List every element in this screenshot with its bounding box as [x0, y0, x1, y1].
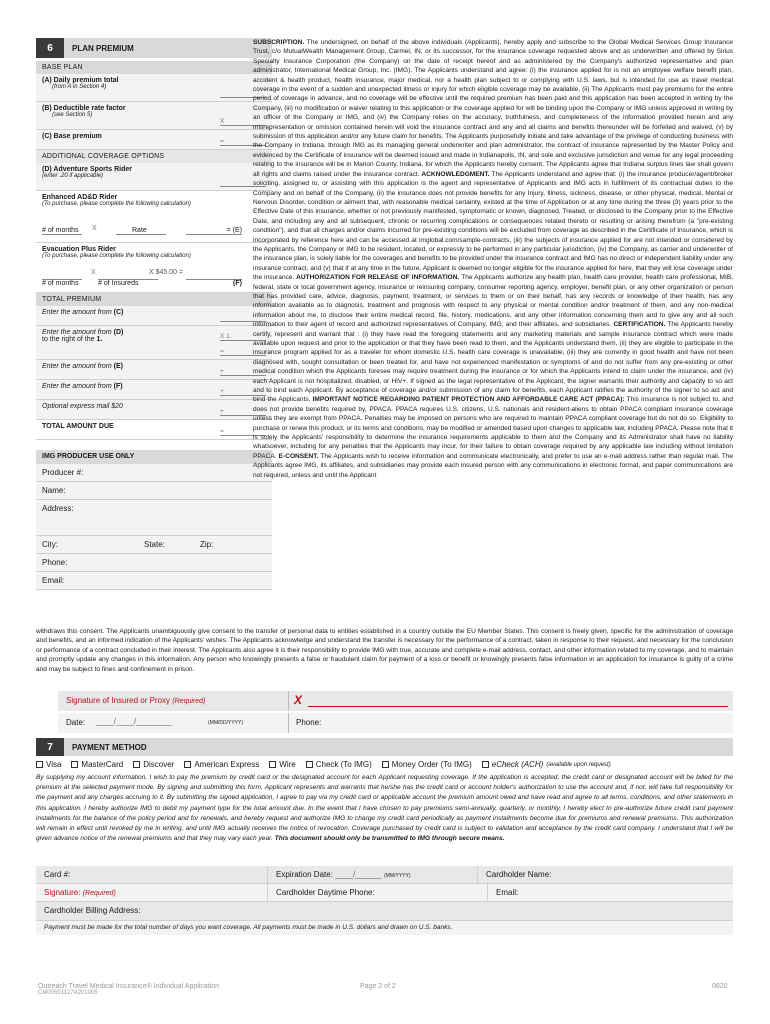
- expiration-field[interactable]: [268, 866, 478, 883]
- card-email-label: Email:: [496, 888, 519, 897]
- amex-label: American Express: [194, 760, 260, 769]
- total-e-code: (E): [113, 363, 123, 370]
- additional-coverage-band: ADDITIONAL COVERAGE OPTIONS: [36, 150, 272, 163]
- total-d-mult-field[interactable]: X 1.: [220, 333, 266, 341]
- adad-rider-label: Enhanced AD&D Rider: [42, 194, 118, 201]
- card-signature-required: (Required): [82, 890, 116, 897]
- producer-number-field[interactable]: [36, 464, 272, 482]
- deductible-sub: (see Section 5): [52, 112, 93, 118]
- producer-city-label[interactable]: City:: [42, 540, 58, 549]
- consent-continuation: withdraws this consent. The Applicants unambiguously give consent to the transfer of personal data to entities established in a country outside the EU Member States. This consent is freely given, specific for the administration of coverage and benefits, and an informed indication of the Applicants' wishes. The Applicants acknowledge and understand the transfer is necessary for the performance of a contract, taken in response to their request, and necessary for the conclusion or performance of a contract concluded in their interest. The Applicants also agree it is their responsibility to provide IMG with true, accurate and complete e-mail address, contact, and other information related to my coverage, and to maintain and promptly update any changes in this information. Any person who knowingly presents a false or fraudulent claim for payment of a loss or benefit or knowingly presents false information in an application for insurance is guilty of a crime and may be subject to fines and confinement in prison.: [36, 628, 733, 673]
- total-d-code: (D): [113, 329, 124, 336]
- producer-email-field[interactable]: [36, 572, 272, 590]
- section-number-7: 7: [36, 738, 64, 756]
- evac-insureds-field[interactable]: [98, 279, 158, 287]
- card-row-1: [36, 866, 733, 884]
- date-format: (MM/DD/YYYY): [208, 720, 243, 726]
- producer-email-label: Email:: [42, 576, 65, 585]
- signature-label: [66, 696, 205, 705]
- checkbox-icon[interactable]: [306, 761, 313, 768]
- daily-premium-label: (A) Daily premium total: [42, 77, 119, 84]
- base-premium-label: (C) Base premium: [42, 133, 102, 140]
- checkbox-icon[interactable]: [184, 761, 191, 768]
- cardholder-name-label: Cardholder Name:: [486, 870, 552, 879]
- signature-divider: [288, 691, 289, 711]
- ppaca-heading: IMPORTANT NOTICE REGARDING PATIENT PROTECTION AND AFFORDABLE CARE ACT (PPACA):: [310, 396, 625, 404]
- total-e-field[interactable]: +: [220, 368, 266, 376]
- deductible-field[interactable]: X: [220, 118, 266, 126]
- cardholder-name-field[interactable]: [478, 866, 733, 883]
- evac-months-label: # of months: [42, 280, 79, 287]
- checkbox-icon[interactable]: [36, 761, 43, 768]
- billing-address-label: Cardholder Billing Address:: [44, 906, 141, 915]
- card-row-2: [36, 884, 733, 902]
- echeck-label: eCheck (ACH): [491, 760, 544, 769]
- evac-x: X: [91, 269, 96, 276]
- deductible-label: (B) Deductible rate factor: [42, 105, 126, 112]
- subscription-text: [253, 38, 733, 480]
- footer-left: [38, 983, 219, 996]
- total-d-one: 1.: [96, 336, 103, 343]
- money-order-option[interactable]: [382, 760, 472, 769]
- certification-heading: CERTIFICATION.: [611, 321, 666, 329]
- base-plan-band: BASE PLAN: [36, 61, 272, 74]
- checkbox-icon[interactable]: [382, 761, 389, 768]
- daytime-phone-label: Cardholder Daytime Phone:: [276, 888, 375, 897]
- date-label: Date:: [66, 718, 86, 727]
- checkbox-icon[interactable]: [71, 761, 78, 768]
- money-order-label: Money Order (To IMG): [391, 760, 472, 769]
- producer-number-label: Producer #:: [42, 468, 84, 477]
- adventure-rider-sub: (enter .20 if applicable): [42, 173, 104, 179]
- signature-label-text: Signature of Insured or Proxy: [66, 696, 171, 705]
- daily-premium-sub: (from A in Section 4): [52, 84, 107, 90]
- evac-rider-sub: (To purchase, please complete the following calculation): [42, 253, 191, 259]
- total-f-field[interactable]: +: [220, 388, 266, 396]
- section-7-header: [36, 738, 733, 756]
- adad-result-label: = (E): [226, 227, 242, 234]
- wire-label: Wire: [279, 760, 296, 769]
- payment-method-title: PAYMENT METHOD: [72, 742, 147, 752]
- evac-months-field[interactable]: [42, 279, 82, 287]
- visa-option[interactable]: [36, 760, 61, 769]
- producer-state-label[interactable]: State:: [144, 540, 165, 549]
- producer-name-field[interactable]: [36, 482, 272, 500]
- card-email-field[interactable]: [488, 884, 733, 901]
- date-field[interactable]: ____/____/________: [96, 717, 172, 726]
- producer-name-label: Name:: [42, 486, 66, 495]
- footer-title: Outreach Travel Medical Insurance® Individual Application: [38, 983, 220, 990]
- expiration-slots: ____/______: [335, 870, 382, 879]
- phone-field[interactable]: Phone:: [296, 718, 322, 727]
- total-c-code: (C): [113, 309, 124, 316]
- expiration-format: (MM/YYYY): [384, 873, 411, 879]
- date-row: [58, 713, 733, 733]
- total-due-label: TOTAL AMOUNT DUE: [42, 423, 114, 430]
- producer-address-label: Address:: [42, 504, 74, 513]
- total-due-field[interactable]: =: [220, 428, 266, 436]
- authorization-heading: AUTHORIZATION FOR RELEASE OF INFORMATION.: [294, 274, 460, 282]
- footer-code: CM00501127A201005: [38, 990, 98, 996]
- adad-rider-sub: (To purchase, please complete the following calculation): [42, 201, 191, 207]
- date-divider: [288, 713, 289, 733]
- footer-page: Page 2 of 2: [360, 983, 396, 990]
- amex-option[interactable]: [184, 760, 259, 769]
- econsent-body: The Applicants wish to receive information and communicate electronically, and prefer to use an e-mail address rather than regular mail. The Applicants agree IMG, its affiliates, and subsidiaries may provide each insured person with any communications in electronic format, and paper communications are not required, unless and until the Applicant: [253, 452, 734, 479]
- card-number-label: Card #:: [44, 870, 71, 879]
- adad-result-field[interactable]: [186, 227, 242, 235]
- visa-label: Visa: [46, 760, 62, 769]
- adad-rate-field[interactable]: [116, 227, 166, 235]
- adad-months-field[interactable]: [42, 227, 82, 235]
- plan-premium-section: [36, 38, 272, 590]
- producer-phone-label: Phone:: [42, 558, 68, 567]
- discover-option[interactable]: [133, 760, 174, 769]
- authorization-body: The Applicants authorize any health plan, health care provider, health care professional, MIB, federal, state or local government agency, insurance or reinsuring company, consumer reporting agency, employer, benefit plan, or any other organization or person that has provided care, advice, diagnosis, payment, treatment, or services to them or on their behalf, has any records or knowledge of their health, has any information available as to diagnosis, treatment and prognosis with respect to any physical or mental condition and/or treatment of them, and any non-medical information about me, to disclose their entire medical record, file, history, medications, and any other information concerning them and to give any and all such information to their agent of record and authorized representatives of Company, IMG, and their affiliates, and subsidiaries.: [253, 274, 734, 329]
- daytime-phone-field[interactable]: [268, 884, 488, 901]
- checkbox-icon[interactable]: [482, 761, 489, 768]
- signature-x: X: [294, 693, 303, 707]
- total-e-label: Enter the amount from: [42, 363, 112, 370]
- billing-address-field[interactable]: [36, 902, 733, 920]
- total-c-label: Enter the amount from: [42, 309, 112, 316]
- econsent-heading: E-CONSENT.: [276, 452, 319, 460]
- card-signature-field[interactable]: [36, 884, 268, 901]
- total-premium-band: TOTAL PREMIUM: [36, 293, 272, 306]
- signature-row: [58, 691, 733, 711]
- section-6-header: [36, 38, 272, 58]
- adad-months-label: # of months: [42, 227, 79, 234]
- payment-text-bold: This document should only be transmitted to IMG through secure means.: [274, 835, 505, 843]
- payment-text-body: By supplying my account information, I wish to pay the premium by credit card or the designated account for each Applicant requesting coverage. If the application is accepted, the credit card or designated account will be billed for the premium at the selected payment mode. By signing and submitting this form, Applicant represents and warrants that he/she has the credit card or account holder's authorization to use the account and, if not, will take full responsibility for the payment and any charges accruing to it. By submitting the signed application, I agree to pay via my credit card or applicable account the premium amount owed and have read and agree to all terms, conditions, and other statements in this application. I hereby authorize IMG to debit my payment type for the total amount due. In the event that I have chosen to pay premiums semi-annually, quarterly, or monthly, I hereby elect to pre-authorize future credit card payment installments for the balance of the policy period and for renewals, and hereby request and authorize IMG to charge my credit card periodically as payment installments become due for premiums and renewal premiums. This authorization will remain in effect until revoked by me in writing, and until IMG actually receives the notice of revocation. Coverage purchased by credit card is subject to validation and acceptance by the credit card company. I understand that I will be given advance notice of the renewal premiums and that they may vary each year.: [36, 774, 733, 843]
- mastercard-option[interactable]: [71, 760, 123, 769]
- check-option[interactable]: [306, 760, 372, 769]
- subscription-heading: SUBSCRIPTION.: [253, 39, 305, 46]
- evac-rider-label: Evacuation Plus Rider: [42, 246, 116, 253]
- producer-address-field[interactable]: [36, 500, 272, 536]
- signature-required: (Required): [172, 698, 206, 705]
- evac-result-label: (F): [233, 280, 242, 287]
- base-premium-field[interactable]: =: [220, 138, 266, 146]
- subscription-body: The undersigned, on behalf of the above individuals (Applicants), hereby apply and subscribe to the Global Medical Services Group Insurance Trust, c/o MutualWealth Management Group, Carmel, IN, or its successor, for the insurance coverage requested above and as underwritten and offered by Sirius Specialty Insurance Corporation (the Company) on the date of receipt hereof and as administered by the Company's authorized representative and plan administrator, International Medical Group, Inc. (IMG). The Applicants understand and agree: (i) the insurance applied for is not an employee welfare benefit plan, accident & health product, health insurance, major medical, nor a health plan subject to or complying with U.S. laws, but is intended for use as travel medical coverage in the event of a sudden and unexpected illness or injury for which eligible coverage may be available, (ii) The Applicants must pay premiums for the entire period of coverage in advance, and no coverage will be effective until the required premium has been paid and this application has been accepted in writing by the Company, (iii) no modification or waiver relating to this application or the coverage applied for will be binding upon the Company or IMG unless approved in writing by an officer of the Company or IMG, and (iv) the Company relies on the accuracy, truthfulness, and completeness of the information provided herein and any misrepresentation or omission contained herein will void the insurance contract and any and all claims and benefits thereunder will be forfeited and waived, (v) by submission of this application and/or any future claim for benefits. The Applicants purposefully initiate and take advantage of the privilege of conducting business with the Company in Indiana, through IMG as its managing general underwriter and plan administrator, the contract of insurance represented by the Master Policy and evidenced by the Certificate of insurance will be deemed issued and made in Indianapolis, IN, and sole and exclusive jurisdiction and venue for any legal proceeding relating to the insurance will be in Marion County, Indiana, for which the Applicants hereby consent. The Applicants agree that Indiana surplus lines law shall govern all rights and claims raised under the insurance contract.: [253, 39, 733, 178]
- payment-authorization-text: [36, 773, 733, 844]
- adad-rate-label: Rate: [132, 227, 147, 234]
- ppaca-body: This insurance is not subject to, and does not provide benefits required by, PPACA. PPACA requires U.S. citizens, U.S. nationals and resident-aliens to obtain PPACA compliant insurance coverage unless they are exempt from PPACA. Penalties may be imposed on persons who are required to maintain PPACA compliant coverage but do not do so. Eligibility to purchase or renew this product, or its terms and conditions, may be modified or amended based upon changes to applicable law, including PPACA. Please note that it is solely the Applicants' responsibility to determine the insurance requirements applicable to them and the Company and its Administrator shall have no liability whatsoever, including for any penalties that the Applicants may incur, for their failure to obtain coverage required by any applicable law including without limitation PPACA.: [253, 396, 733, 460]
- card-details: [36, 866, 733, 921]
- mastercard-label: MasterCard: [81, 760, 124, 769]
- payment-options: [36, 760, 733, 769]
- card-row-3: [36, 902, 733, 921]
- express-mail-field[interactable]: +: [220, 408, 266, 416]
- total-d-label2: to the right of the: [42, 336, 95, 343]
- section-title: PLAN PREMIUM: [72, 43, 134, 53]
- check-label: Check (To IMG): [315, 760, 372, 769]
- wire-option[interactable]: [269, 760, 295, 769]
- discover-label: Discover: [143, 760, 175, 769]
- acknowledgment-heading: ACKNOWLEDGMENT.: [419, 170, 490, 178]
- total-f-code: (F): [113, 383, 123, 390]
- express-mail-label: Optional express mail $20: [42, 403, 123, 410]
- card-number-field[interactable]: [36, 866, 268, 883]
- certification-body: The Applicants hereby certify, represent and warrant that : (i) they have read the foregoing statements and any marketing materials and sample insurance contract which were made available upon request and prior to the application or that they have been read to them, and the Applicants understand them, (ii) they are eligible to participate in the insurance program applied for as a traveler for whom domestic U.S. health care coverage is unavailable, (iii) they are currently in good health and have not been diagnosed with, sought consultation or been treated for, and have not experienced manifestation or symptoms of and do not suffer from any pre-existing or other medical condition which the Applicants foresee may require treatment during the insurance or for which the Applicants intend to claim under the insurance, and (iv) each Applicant is not hospitalized, disabled, or HIV+. If signed as the legal representative of the Applicant, the signer warrants their authority and capacity to so act and to bind each Applicant. By acceptance of coverage and/or submission of any claim for benefits, each Applicant ratifies the authority of the signer to so act and bind the Applicants.: [253, 321, 733, 404]
- producer-city-row: [36, 536, 272, 554]
- evac-price: X $45.00 =: [149, 269, 184, 276]
- evac-result-field[interactable]: [186, 279, 242, 287]
- total-d-field[interactable]: =: [220, 348, 266, 356]
- checkbox-icon[interactable]: [269, 761, 276, 768]
- signature-field[interactable]: [308, 706, 728, 707]
- total-d-label: Enter the amount from: [42, 329, 112, 336]
- section-number: 6: [36, 38, 64, 58]
- producer-header: IMG PRODUCER USE ONLY: [36, 450, 272, 464]
- footer-date: 0820: [712, 983, 728, 990]
- producer-phone-field[interactable]: [36, 554, 272, 572]
- adad-x: X: [92, 225, 97, 232]
- payment-note: Payment must be made for the total number of days you want coverage. All payments must be made in U.S. dollars and drawn on U.S. banks.: [36, 921, 733, 935]
- expiration-label: Expiration Date:: [276, 870, 333, 879]
- echeck-note: (available upon request): [546, 761, 611, 768]
- adventure-rider-label: (D) Adventure Sports Rider: [42, 166, 132, 173]
- card-signature-label: Signature:: [44, 888, 81, 897]
- checkbox-icon[interactable]: [133, 761, 140, 768]
- producer-zip-label[interactable]: Zip:: [200, 540, 214, 549]
- total-f-label: Enter the amount from: [42, 383, 112, 390]
- evac-insureds-label: # of Insureds: [98, 280, 139, 287]
- echeck-option[interactable]: [482, 760, 611, 769]
- acknowledgment-body: The Applicants understand and agree that: (i) the insurance producer/agent/broker soliciting, assigned to, or assisting with this application is the agent and representative of Applicants and IMG acts in fulfillment of its contractual duties to the Company and on behalf of the Company, (ii) the insurance does not provide benefits for any Injury, Illness, sickness, disease, or other physical, medical, Mental or Nervous Disorder, condition or ailment that, with reasonable medical certainty, existed at the time of Application or at any time during the three (3) years prior to the Effective Date of this insurance, whether or not previously manifested, symptomatic or known, diagnosed, Treated, or disclosed to the Company prior to the Effective Date, and including any and all subsequent, chronic or recurring complications or consequences related thereto or resulting or arising therefrom (a "pre-existing condition"), and that all charges and/or claims incurred for pre-existing conditions will be excluded from coverage as described in the Certificate of Insurance, which is incorporated by reference here and can be accessed at imglobal.com/sample-contracts, (iii) the subjects of insurance applied for are not intended or considered by the Applicants, the Company or IMG to be resident, located, or expressly to be performed in any particular jurisdiction, (iv) the Company, as carrier and underwriter of the insurance plan, is solely liable for the coverages and benefits to be provided under the insurance contract and IMG has no direct or independent liability under any insurance contract, and (v) that if at any time in the future, Applicant is deemed no longer eligible for the insurance applied for here, that they will lose coverage under the insurance.: [253, 170, 733, 282]
